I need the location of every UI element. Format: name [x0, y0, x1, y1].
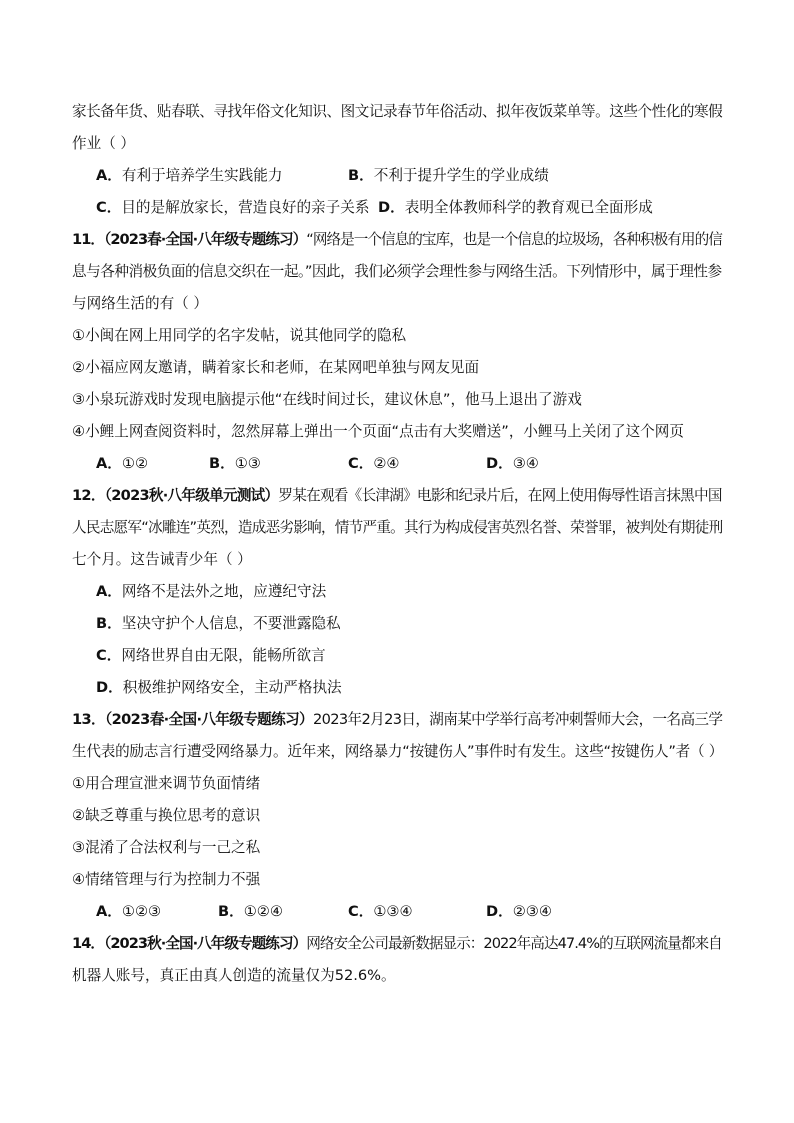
- q12-option-a: [96, 582, 326, 602]
- option-letter: D．: [378, 199, 405, 216]
- question-text: 2023年2月23日，湖南某中学举行高考冲刺誓师大会，一名高三学: [312, 711, 723, 728]
- q12-option-b: [96, 614, 341, 634]
- q10-option-d: [378, 198, 653, 218]
- option-letter: B．: [96, 615, 122, 632]
- question-source: （2023秋·全国·八年级专题练习）: [104, 935, 307, 952]
- q13-item-1: ①用合理宣泄来调节负面情绪: [72, 775, 261, 792]
- question-source: （2023春·全国·八年级专题练习）: [104, 711, 313, 728]
- option-text: 网络世界自由无限，能畅所欲言: [121, 647, 326, 664]
- q12-stem-line3: 七个月。这告诫青少年（ ）: [72, 551, 252, 568]
- q12-stem-line2: 人民志愿军“冰雕连”英烈，造成恶劣影响，情节严重。其行为构成侵害英烈名誉、荣誉罪，被判处有期徒刑: [72, 519, 723, 536]
- option-text: 网络不是法外之地，应遵纪守法: [121, 583, 327, 600]
- q10-option-a: [96, 166, 282, 186]
- option-text: ②④: [373, 455, 400, 472]
- option-text: 积极维护网络安全，主动严格执法: [122, 679, 342, 696]
- option-text: ①②③: [121, 903, 162, 920]
- option-text: ①②: [121, 455, 149, 472]
- q11-stem-line3: 与网络生活的有（ ）: [72, 295, 208, 312]
- q11-item-3: ③小泉玩游戏时发现电脑提示他“在线时间过长，建议休息”，他马上退出了游戏: [72, 391, 582, 408]
- q11-stem-line2: 息与各种消极负面的信息交织在一起。”因此，我们必须学会理性参与网络生活。下列情形中，属于理性参: [72, 263, 722, 280]
- option-text: 目的是解放家长，营造良好的亲子关系: [121, 199, 370, 216]
- option-text: 坚决守护个人信息，不要泄露隐私: [121, 615, 341, 632]
- option-text: ③④: [512, 455, 539, 472]
- question-source: （2023秋·八年级单元测试）: [104, 487, 279, 504]
- q13-option-d: [486, 902, 552, 922]
- option-letter: C．: [348, 903, 374, 920]
- option-letter: C．: [96, 199, 122, 216]
- q12-stem-line1: [72, 486, 722, 506]
- q11-stem-line1: [72, 230, 722, 250]
- option-text: ②③④: [512, 903, 552, 920]
- q13-stem-line1: [72, 710, 722, 730]
- q10-stem-line2: 作业（ ）: [72, 135, 136, 152]
- q11-item-4: ④小鲤上网查阅资料时，忽然屏幕上弹出一个页面“点击有大奖赠送”，小鲤马上关闭了这个网页: [72, 423, 684, 440]
- option-letter: B．: [348, 167, 374, 184]
- question-source: （2023春·全国·八年级专题练习）: [104, 231, 307, 248]
- option-text: ①③④: [373, 903, 413, 920]
- q11-option-d: [486, 454, 539, 474]
- option-letter: A．: [96, 903, 122, 920]
- q11-item-2: ②小福应网友邀请，瞒着家长和老师，在某网吧单独与网友见面: [72, 359, 480, 376]
- q14-stem-line2: 机器人账号，真正由真人创造的流量仅为52.6%。: [72, 967, 396, 984]
- question-number: 13．: [72, 711, 105, 728]
- option-letter: D．: [486, 903, 513, 920]
- q10-stem-line1: 家长备年货、贴春联、寻找年俗文化知识、图文记录春节年俗活动、拟年夜饭菜单等。这些个性化的寒假: [72, 103, 723, 120]
- q11-item-1: ①小闽在网上用同学的名字发帖，说其他同学的隐私: [72, 327, 407, 344]
- q13-stem-line2: 生代表的励志言行遭受网络暴力。近年来，网络暴力“按键伤人”事件时有发生。这些“按键伤人”者（ ）: [72, 743, 724, 760]
- q12-option-c: [96, 646, 326, 666]
- option-letter: B．: [209, 455, 235, 472]
- q11-option-b: [209, 454, 261, 474]
- question-text: “网络是一个信息的宝库，也是一个信息的垃圾场，各种积极有用的信: [306, 231, 722, 248]
- option-letter: A．: [96, 583, 122, 600]
- q10-option-b: [348, 166, 549, 186]
- q13-item-3: ③混淆了合法权利与一己之私: [72, 839, 261, 856]
- q13-item-2: ②缺乏尊重与换位思考的意识: [72, 807, 261, 824]
- q11-option-c: [348, 454, 399, 474]
- option-text: ①③: [234, 455, 261, 472]
- question-number: 14．: [72, 935, 105, 952]
- question-text: 网络安全公司最新数据显示：2022年高达47.4%的互联网流量都来自: [306, 935, 722, 952]
- option-letter: A．: [96, 167, 122, 184]
- q12-option-d: [96, 678, 342, 698]
- option-text: 不利于提升学生的学业成绩: [373, 167, 549, 184]
- question-number: 11．: [72, 231, 105, 248]
- option-text: ①②④: [243, 903, 283, 920]
- option-letter: D．: [96, 679, 123, 696]
- q10-option-c: [96, 198, 369, 218]
- option-letter: D．: [486, 455, 513, 472]
- option-letter: A．: [96, 455, 122, 472]
- question-text: 罗某在观看《长津湖》电影和纪录片后，在网上使用侮辱性语言抹黑中国: [278, 487, 722, 504]
- option-text: 表明全体教师科学的教育观已全面形成: [404, 199, 653, 216]
- q13-option-c: [348, 902, 413, 922]
- question-number: 12．: [72, 487, 105, 504]
- option-letter: C．: [96, 647, 122, 664]
- q13-option-b: [218, 902, 283, 922]
- option-letter: B．: [218, 903, 244, 920]
- option-letter: C．: [348, 455, 374, 472]
- q13-item-4: ④情绪管理与行为控制力不强: [72, 871, 261, 888]
- q14-stem-line1: [72, 934, 722, 954]
- q13-option-a: [96, 902, 161, 922]
- option-text: 有利于培养学生实践能力: [121, 167, 283, 184]
- q11-option-a: [96, 454, 148, 474]
